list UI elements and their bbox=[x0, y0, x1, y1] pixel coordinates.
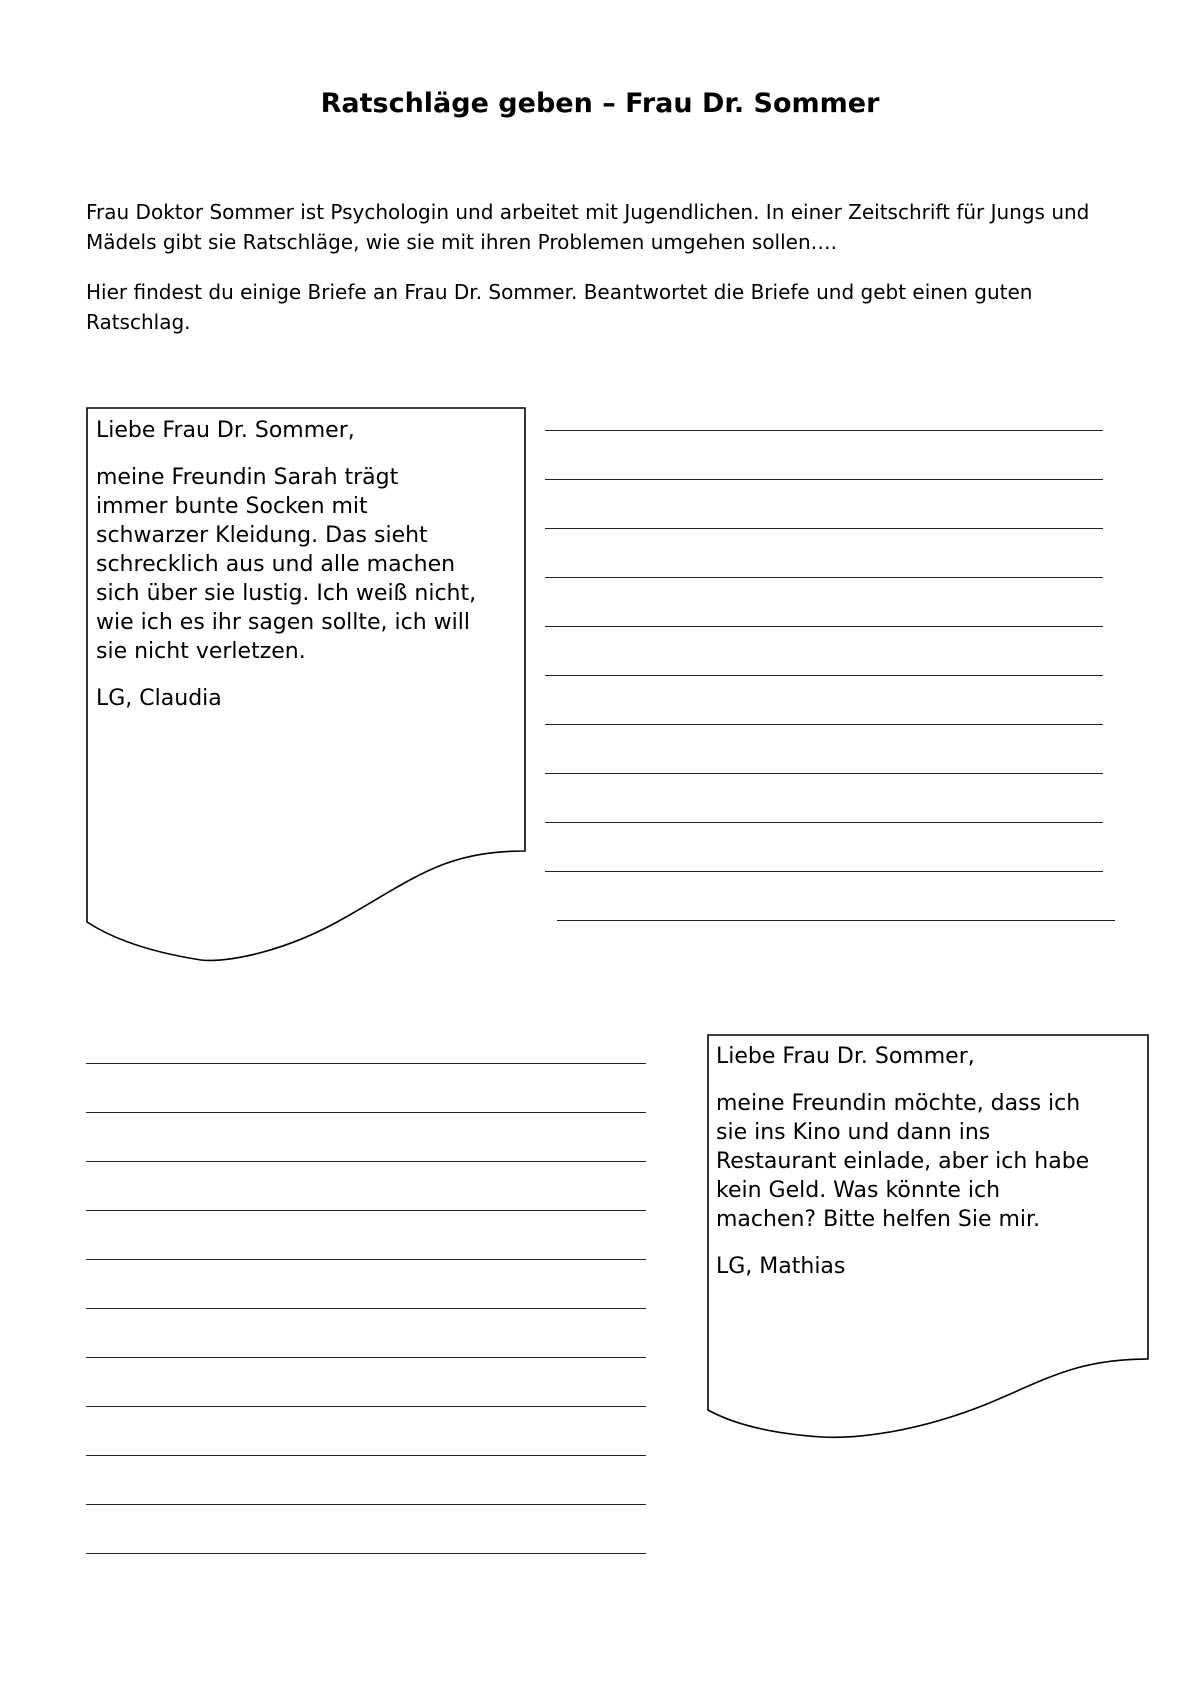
answer-line[interactable] bbox=[545, 871, 1103, 872]
answer-line[interactable] bbox=[545, 626, 1103, 627]
answer-line[interactable] bbox=[86, 1406, 646, 1407]
answer-line[interactable] bbox=[545, 822, 1103, 823]
answer-line[interactable] bbox=[545, 724, 1103, 725]
letter-1-signature: LG, Claudia bbox=[96, 686, 222, 711]
answer-line[interactable] bbox=[86, 1455, 646, 1456]
answer-line[interactable] bbox=[86, 1112, 646, 1113]
answer-line[interactable] bbox=[545, 577, 1103, 578]
letter-2 bbox=[716, 1042, 1146, 1281]
answer-line[interactable] bbox=[86, 1504, 646, 1505]
page-title: Ratschläge geben – Frau Dr. Sommer bbox=[320, 88, 880, 119]
answer-line[interactable] bbox=[86, 1161, 646, 1162]
answer-line[interactable] bbox=[545, 675, 1103, 676]
letter-1-greeting: Liebe Frau Dr. Sommer, bbox=[96, 418, 355, 443]
letter-2-greeting: Liebe Frau Dr. Sommer, bbox=[716, 1044, 975, 1069]
answer-line[interactable] bbox=[557, 920, 1115, 921]
intro-paragraph-1: Frau Doktor Sommer ist Psychologin und arbeitet mit Jugendlichen. In einer Zeitschrift für Jungs und Mädels gibt sie Ratschläge, wie sie mit ihren Problemen umgehen sollen…. bbox=[86, 200, 1090, 254]
answer-line[interactable] bbox=[86, 1259, 646, 1260]
letter-2-signature: LG, Mathias bbox=[716, 1254, 846, 1279]
answer-line[interactable] bbox=[86, 1357, 646, 1358]
answer-line[interactable] bbox=[545, 773, 1103, 774]
letter-2-body: meine Freundin möchte, dass ich sie ins Kino und dann ins Restaurant einlade, aber ich habe kein Geld. Was könnte ich machen? Bitte helfen Sie mir. bbox=[716, 1091, 1090, 1232]
answer-line[interactable] bbox=[86, 1553, 646, 1554]
answer-line[interactable] bbox=[86, 1063, 646, 1064]
letter-1-body: meine Freundin Sarah trägt immer bunte Socken mit schwarzer Kleidung. Das sieht schrecklich aus und alle machen sich über sie lustig. Ich weiß nicht, wie ich es ihr sagen sollte, ich will sie nicht verletzen. bbox=[96, 465, 477, 664]
answer-line[interactable] bbox=[545, 430, 1103, 431]
answer-line[interactable] bbox=[545, 528, 1103, 529]
answer-line[interactable] bbox=[545, 479, 1103, 480]
answer-line[interactable] bbox=[86, 1308, 646, 1309]
intro-paragraph-2: Hier findest du einige Briefe an Frau Dr. Sommer. Beantwortet die Briefe und gebt einen guten Ratschlag. bbox=[86, 280, 1033, 334]
letter-1 bbox=[96, 416, 526, 713]
answer-line[interactable] bbox=[86, 1210, 646, 1211]
